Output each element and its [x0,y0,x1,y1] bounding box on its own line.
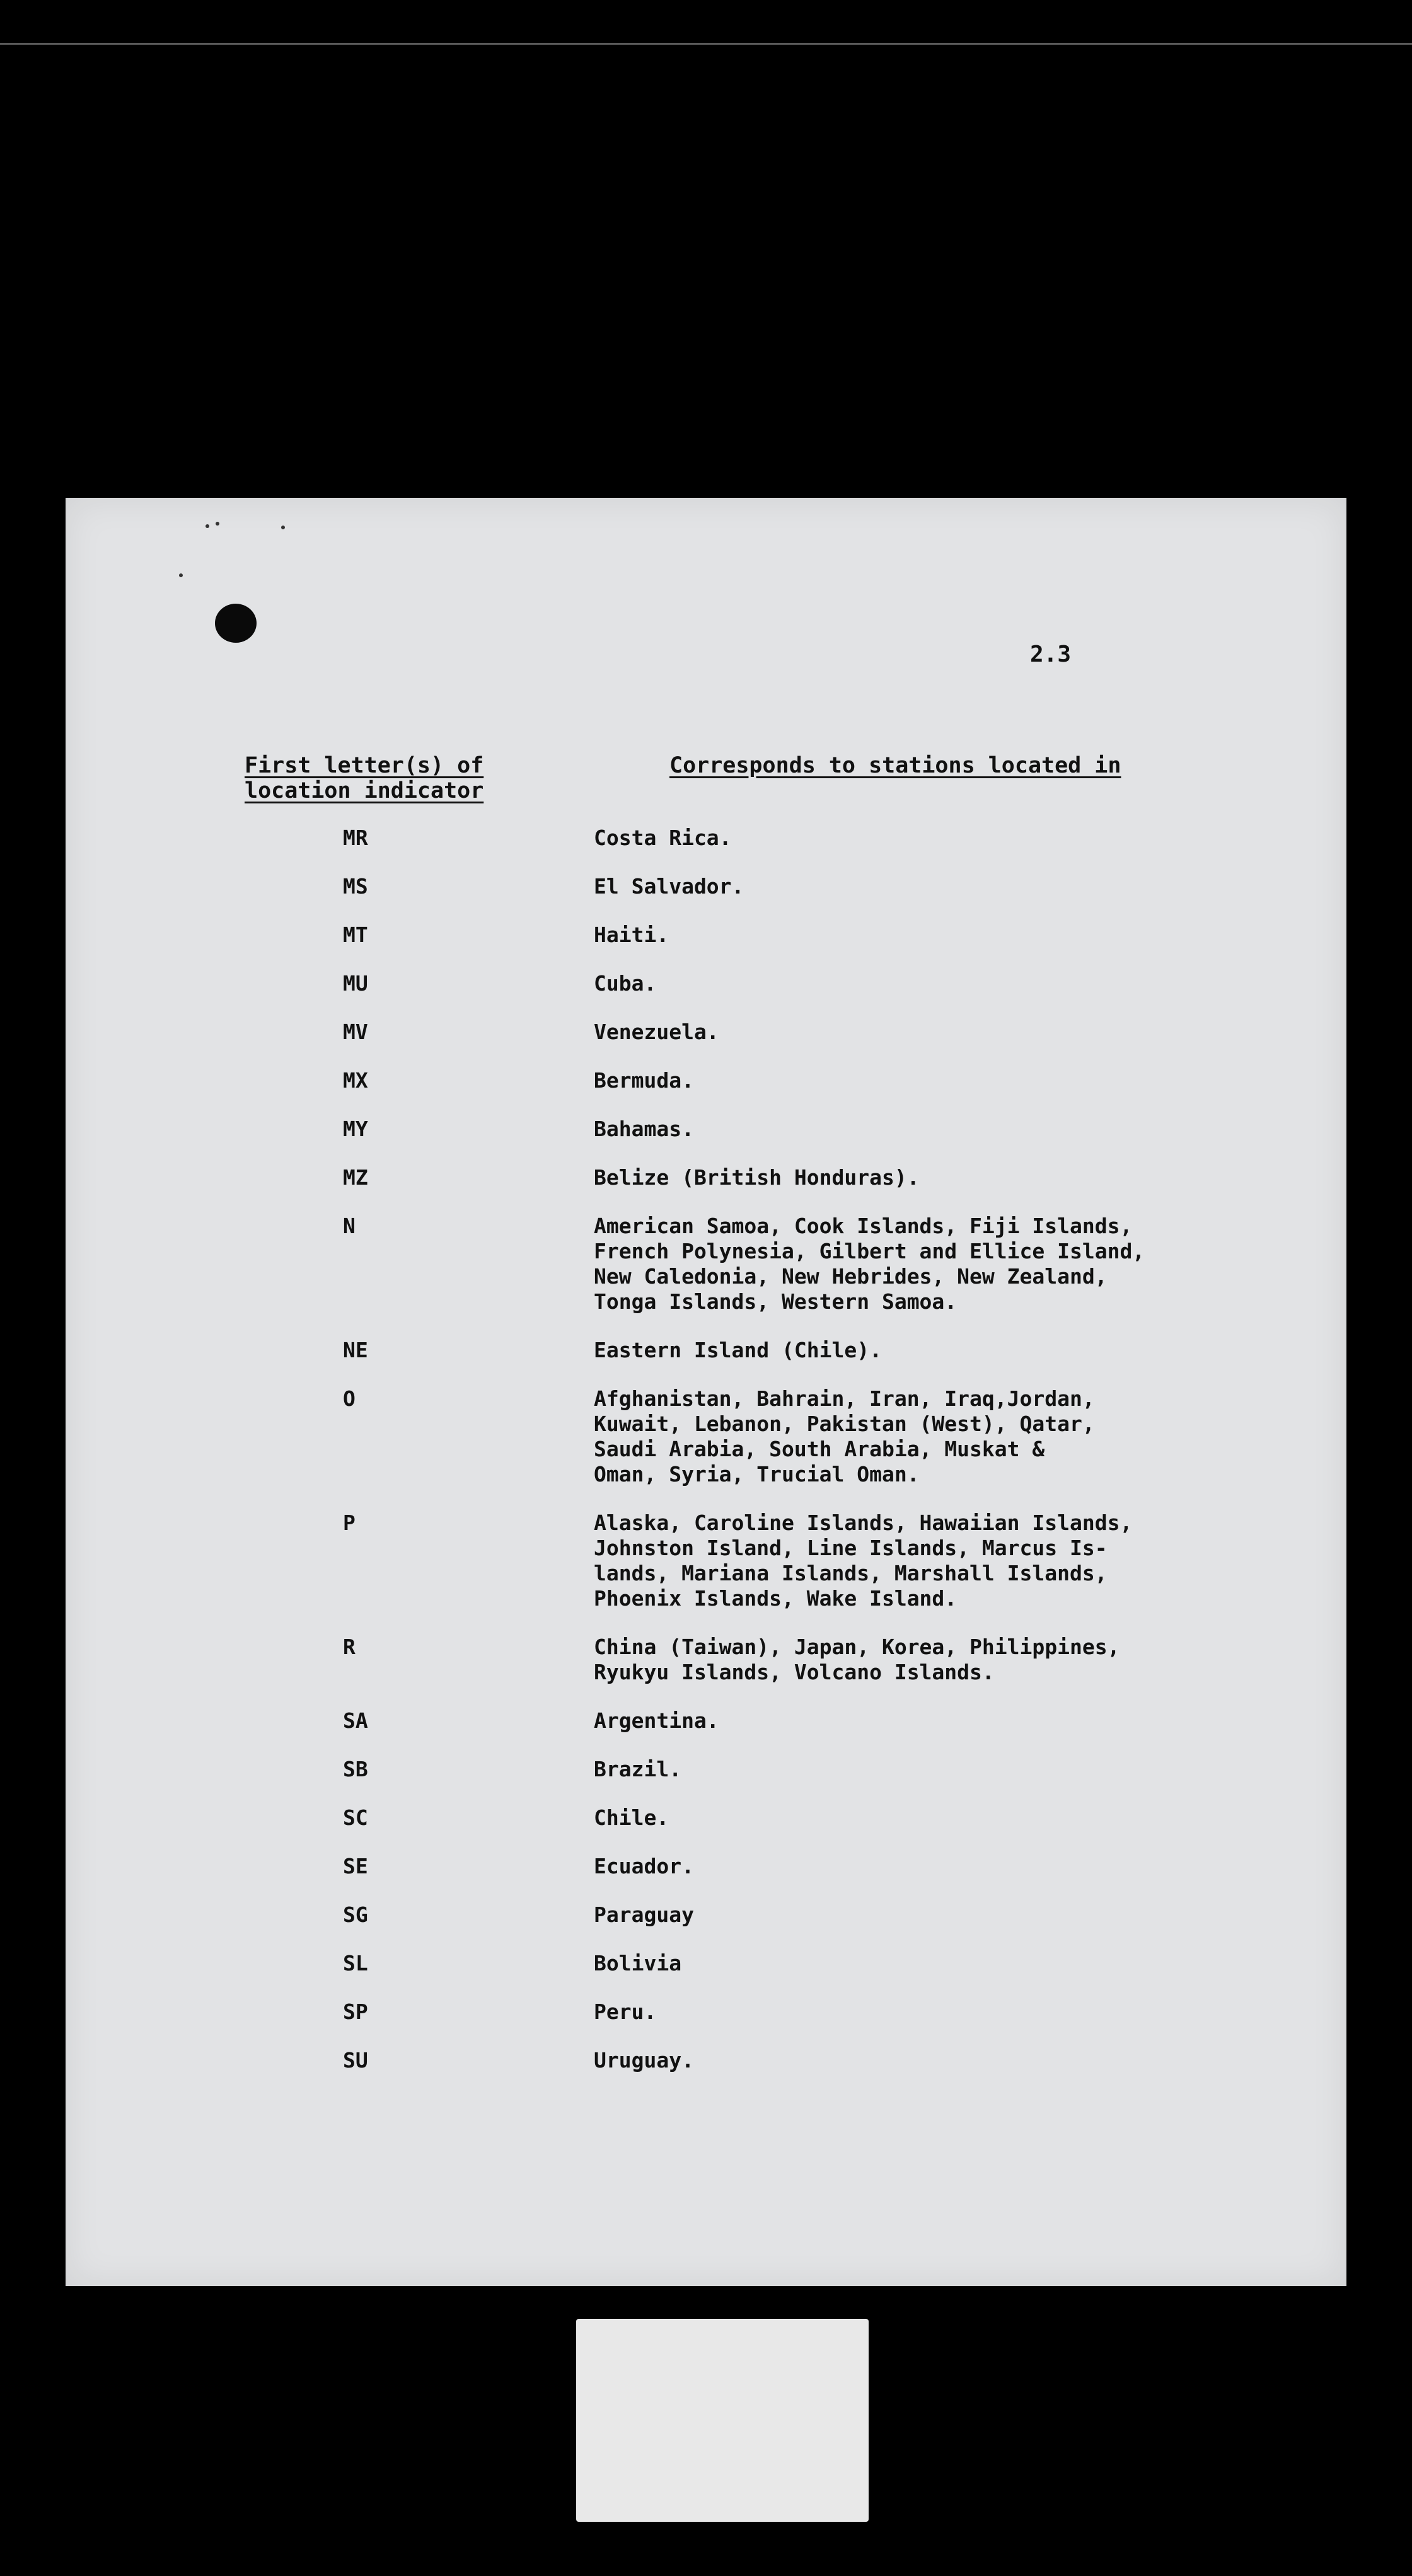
location-countries: Uruguay. [594,2048,694,2073]
speck [179,573,183,577]
film-leader-card [576,2319,869,2522]
table-row [66,1854,1346,1879]
table-row [66,1020,1346,1045]
table-row [66,1635,1346,1685]
location-code: MX [343,1068,368,1093]
speck [281,526,285,529]
location-code: SE [343,1854,368,1878]
location-code: MR [343,825,368,850]
table-row [66,1951,1346,1976]
header-left-line1: First letter(s) of [245,753,484,778]
header-left-line2: location indicator [245,778,484,803]
table-row [66,874,1346,899]
column-header-location-indicator [245,753,483,803]
table-row [66,1510,1346,1611]
location-countries: Cuba. [594,971,657,996]
location-code: SG [343,1902,368,1927]
location-countries: Bahamas. [594,1117,694,1141]
location-countries: Costa Rica. [594,825,732,850]
table-row [66,1999,1346,2025]
location-countries: Bermuda. [594,1068,694,1093]
location-countries: China (Taiwan), Japan, Korea, Philippines, Ryukyu Islands, Volcano Islands. [594,1635,1120,1684]
table-row [66,1068,1346,1093]
column-header-stations: Corresponds to stations located in [669,753,1121,778]
location-countries: Brazil. [594,1757,682,1781]
table-row [66,923,1346,948]
location-code: MV [343,1020,368,1044]
location-countries: Haiti. [594,923,669,947]
table-row [66,1117,1346,1142]
location-code: P [343,1510,356,1535]
table-row [66,971,1346,996]
location-code: O [343,1386,356,1411]
location-code: SC [343,1805,368,1830]
location-countries: Afghanistan, Bahrain, Iran, Iraq,Jordan, Kuwait, Lebanon, Pakistan (West), Qatar, Saudi Arabia, South Arabia, Muskat & Oman, Syria, Trucial Oman. [594,1386,1095,1486]
film-edge-line [0,43,1412,45]
location-code: N [343,1214,356,1238]
location-code: MT [343,923,368,947]
location-countries: Venezuela. [594,1020,719,1044]
table-row [66,1338,1346,1363]
location-code: SP [343,1999,368,2024]
location-code: MZ [343,1165,368,1190]
table-row [66,1386,1346,1487]
location-countries: Belize (British Honduras). [594,1165,920,1190]
punch-hole [215,604,257,643]
location-code: SU [343,2048,368,2073]
table-row [66,1708,1346,1734]
location-countries: El Salvador. [594,874,744,899]
location-code: MS [343,874,368,899]
table-row [66,1757,1346,1782]
location-countries: Paraguay [594,1902,694,1927]
location-code: SB [343,1757,368,1781]
document-page [66,498,1346,2286]
location-code: SL [343,1951,368,1975]
location-countries: Peru. [594,1999,657,2024]
location-countries: Chile. [594,1805,669,1830]
speck [216,522,219,526]
location-countries: Alaska, Caroline Islands, Hawaiian Islands, Johnston Island, Line Islands, Marcus Is- lands, Mariana Islands, Marshall Islands, Phoenix Islands, Wake Island. [594,1510,1133,1611]
table-row [66,1165,1346,1190]
table-row [66,825,1346,851]
location-code: R [343,1635,356,1659]
table-row [66,1902,1346,1928]
table-row [66,1805,1346,1831]
location-countries: Eastern Island (Chile). [594,1338,882,1362]
location-code: MU [343,971,368,996]
table-row [66,1214,1346,1314]
location-countries: Argentina. [594,1708,719,1733]
location-countries: Ecuador. [594,1854,694,1878]
location-code: MY [343,1117,368,1141]
location-countries: Bolivia [594,1951,682,1975]
location-code: SA [343,1708,368,1733]
indicator-table [66,825,1346,2096]
location-code: NE [343,1338,368,1362]
page-number: 2.3 [1030,641,1072,667]
table-row [66,2048,1346,2073]
location-countries: American Samoa, Cook Islands, Fiji Islands, French Polynesia, Gilbert and Ellice Island, New Caledonia, New Hebrides, New Zealand, Tonga Islands, Western Samoa. [594,1214,1145,1314]
speck [205,524,209,528]
